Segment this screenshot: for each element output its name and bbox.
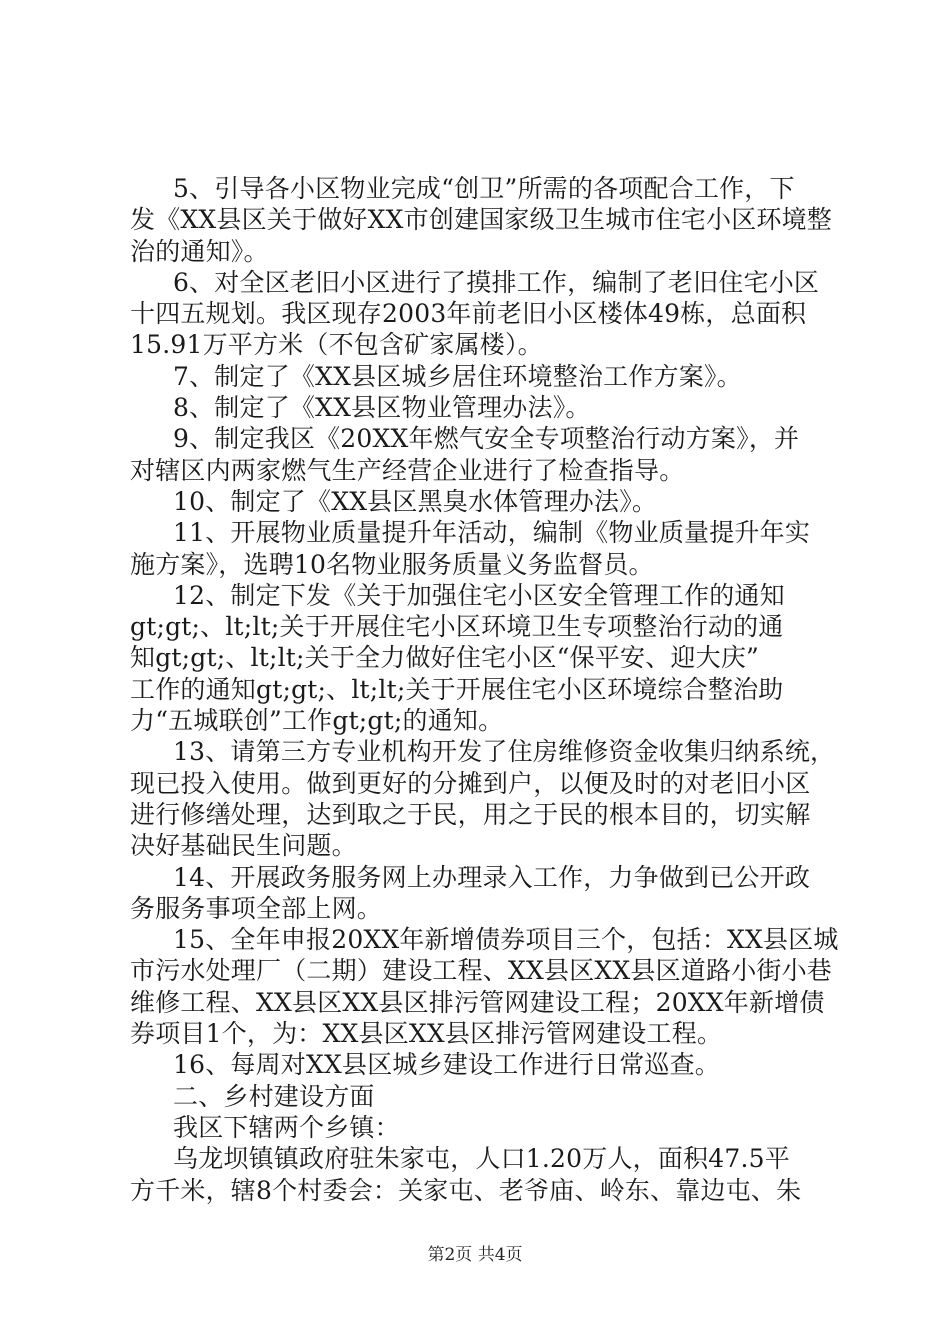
- paragraph-line: 16、每周对XX县区城乡建设工作进行日常巡查。: [173, 1050, 721, 1080]
- paragraph-line: 决好基础民生问题。: [130, 831, 357, 861]
- paragraph-line: gt;gt;、lt;lt;关于开展住宅小区环境卫生专项整治行动的通: [130, 612, 784, 642]
- paragraph-line: 工作的通知gt;gt;、lt;lt;关于开展住宅小区环境综合整治助: [130, 674, 784, 704]
- paragraph-line: 券项目1个，为：XX县区XX县区排污管网建设工程。: [130, 1019, 723, 1049]
- paragraph-line: 十四五规划。我区现存2003年前老旧小区楼体49栋，总面积: [130, 299, 807, 329]
- paragraph-line: 7、制定了《XX县区城乡居住环境整治工作方案》。: [173, 361, 742, 391]
- paragraph-line: 9、制定我区《20XX年燃气安全专项整治行动方案》，并: [173, 424, 800, 454]
- paragraph-line: 市污水处理厂（二期）建设工程、XX县区XX县区道路小街小巷: [130, 956, 832, 986]
- paragraph-line: 现已投入使用。做到更好的分摊到户，以便及时的对老旧小区: [130, 768, 811, 798]
- paragraph-line: 知gt;gt;、lt;lt;关于全力做好住宅小区“保平安、迎大庆”: [130, 643, 760, 673]
- paragraph-line: 8、制定了《XX县区物业管理办法》。: [173, 393, 591, 423]
- document-body: [130, 173, 839, 1206]
- paragraph-line: 乌龙坝镇镇政府驻朱家屯，人口1.20万人，面积47.5平: [173, 1144, 790, 1174]
- paragraph-line: 15.91万平方米（不包含矿家属楼）。: [130, 330, 543, 360]
- paragraph-line: 5、引导各小区物业完成“创卫”所需的各项配合工作，下: [173, 174, 795, 203]
- section-heading: 二、乡村建设方面: [173, 1081, 375, 1111]
- paragraph-line: 6、对全区老旧小区进行了摸排工作，编制了老旧住宅小区: [173, 267, 820, 297]
- paragraph-line: 进行修缮处理，达到取之于民，用之于民的根本目的，切实解: [130, 799, 811, 829]
- paragraph-line: 治的通知》。: [130, 236, 269, 266]
- paragraph-line: 15、全年申报20XX年新增债券项目三个，包括：XX县区城: [173, 925, 839, 955]
- paragraph-line: 12、制定下发《关于加强住宅小区安全管理工作的通知: [173, 580, 785, 610]
- paragraph-line: 方千米，辖8个村委会：关家屯、老爷庙、岭东、靠边屯、朱: [130, 1175, 802, 1205]
- page-number-footer: 第2页 共4页: [427, 1245, 523, 1265]
- paragraph-line: 10、制定了《XX县区黑臭水体管理办法》。: [173, 486, 658, 516]
- paragraph-line: 11、开展物业质量提升年活动，编制《物业质量提升年实: [173, 518, 811, 548]
- paragraph-line: 我区下辖两个乡镇：: [173, 1112, 400, 1142]
- paragraph-line: 对辖区内两家燃气生产经营企业进行了检查指导。: [130, 455, 685, 485]
- paragraph-line: 13、请第三方专业机构开发了住房维修资金收集归纳系统，: [173, 737, 836, 767]
- paragraph-line: 14、开展政务服务网上办理录入工作，力争做到已公开政: [173, 862, 811, 892]
- paragraph-line: 维修工程、XX县区XX县区排污管网建设工程；20XX年新增债: [130, 987, 825, 1017]
- paragraph-line: 力“五城联创”工作gt;gt;的通知。: [130, 706, 504, 736]
- paragraph-line: 发《XX县区关于做好XX市创建国家级卫生城市住宅小区环境整: [130, 205, 832, 235]
- paragraph-line: 务服务事项全部上网。: [130, 893, 383, 923]
- paragraph-line: 施方案》，选聘10名物业服务质量义务监督员。: [130, 549, 654, 579]
